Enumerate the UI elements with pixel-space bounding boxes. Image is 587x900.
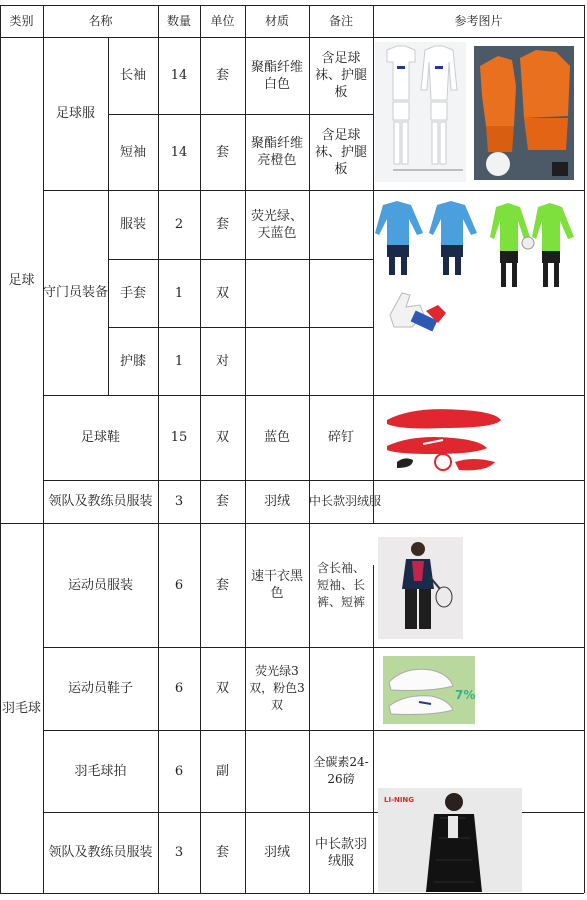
unit-gk-knee: 对	[215, 353, 229, 369]
qty-football-shoes: 15	[170, 430, 188, 445]
qty-badminton-staff: 3	[174, 845, 184, 860]
item-racket: 羽毛球拍	[74, 763, 127, 779]
note-racket: 全碳素24-26磅	[313, 755, 369, 786]
qty-long-sleeve: 14	[170, 68, 188, 83]
unit-badminton-staff: 套	[215, 845, 229, 860]
material-athlete-wear: 速干衣黑色	[251, 569, 304, 601]
unit-racket: 副	[215, 763, 229, 779]
qty-football-staff: 3	[174, 494, 184, 509]
item-gk-gloves: 手套	[119, 285, 146, 301]
badminton-shoe-logo: 7%	[455, 688, 475, 702]
down-coat-image	[378, 788, 522, 892]
material-short-sleeve: 聚酯纤维亮橙色	[251, 136, 304, 168]
unit-athlete-wear: 套	[215, 577, 229, 593]
badminton-shoes-image	[383, 656, 475, 724]
qty-racket: 6	[174, 763, 184, 779]
material-badminton-staff: 羽绒	[263, 845, 290, 860]
badminton-athlete-image	[378, 537, 463, 639]
note-badminton-staff: 中长款羽绒服	[314, 836, 367, 869]
unit-athlete-shoes: 双	[215, 681, 229, 696]
category-badminton: 羽毛球	[2, 700, 42, 716]
header-note: 备注	[328, 13, 353, 28]
material-football-staff: 羽绒	[263, 494, 290, 509]
group-goalkeeper: 守门员装备	[43, 285, 109, 300]
unit-football-shoes: 双	[215, 430, 229, 445]
qty-short-sleeve: 14	[170, 144, 188, 160]
item-badminton-staff: 领队及教练员服装	[48, 845, 153, 860]
unit-long-sleeve: 套	[215, 68, 229, 83]
football-shoes-image	[383, 400, 505, 476]
item-gk-knee: 护膝	[119, 353, 146, 369]
header-category: 类别	[9, 13, 34, 28]
header-name: 名称	[88, 13, 113, 28]
item-football-staff: 领队及教练员服装	[48, 494, 153, 509]
white-jersey-image	[375, 42, 466, 182]
unit-gk-clothes: 套	[215, 217, 229, 232]
item-athlete-wear: 运动员服装	[67, 577, 133, 593]
material-football-shoes: 蓝色	[263, 430, 290, 445]
material-athlete-shoes: 荧光绿3双，粉色3双	[249, 664, 305, 712]
note-long-sleeve: 含足球袜、护腿板	[314, 51, 367, 100]
note-athlete-wear: 含长袖、短袖、长裤、短裤	[316, 560, 365, 609]
qty-gk-knee: 1	[174, 353, 184, 369]
header-material: 材质	[264, 13, 289, 28]
header-reference: 参考图片	[454, 13, 503, 28]
unit-football-staff: 套	[215, 494, 229, 509]
material-gk-clothes: 荧光绿、天蓝色	[250, 208, 303, 241]
qty-gk-gloves: 1	[174, 285, 184, 301]
qty-athlete-shoes: 6	[174, 681, 184, 696]
item-long-sleeve: 长袖	[119, 68, 146, 83]
unit-gk-gloves: 双	[215, 285, 229, 301]
note-football-staff: 中长款羽绒服	[309, 494, 382, 508]
goalkeeper-gloves-image	[380, 285, 450, 335]
header-unit: 单位	[210, 13, 235, 28]
goalkeeper-blue-image	[375, 193, 488, 278]
goalkeeper-green-image	[490, 193, 578, 293]
unit-short-sleeve: 套	[215, 144, 229, 160]
orange-jersey-image	[474, 46, 574, 180]
note-short-sleeve: 含足球袜、护腿板	[314, 127, 367, 177]
qty-gk-clothes: 2	[174, 217, 184, 232]
item-gk-clothes: 服装	[119, 217, 146, 232]
item-football-shoes: 足球鞋	[80, 430, 120, 445]
header-quantity: 数量	[166, 13, 191, 28]
group-football-kit: 足球服	[55, 106, 95, 121]
item-short-sleeve: 短袖	[119, 144, 146, 160]
item-athlete-shoes: 运动员鞋子	[67, 681, 133, 696]
note-football-shoes: 碎钉	[327, 430, 354, 445]
material-long-sleeve: 聚酯纤维白色	[251, 59, 304, 92]
qty-athlete-wear: 6	[174, 577, 184, 593]
lining-brand-label: LI-NING	[384, 796, 415, 804]
category-football: 足球	[8, 272, 35, 288]
